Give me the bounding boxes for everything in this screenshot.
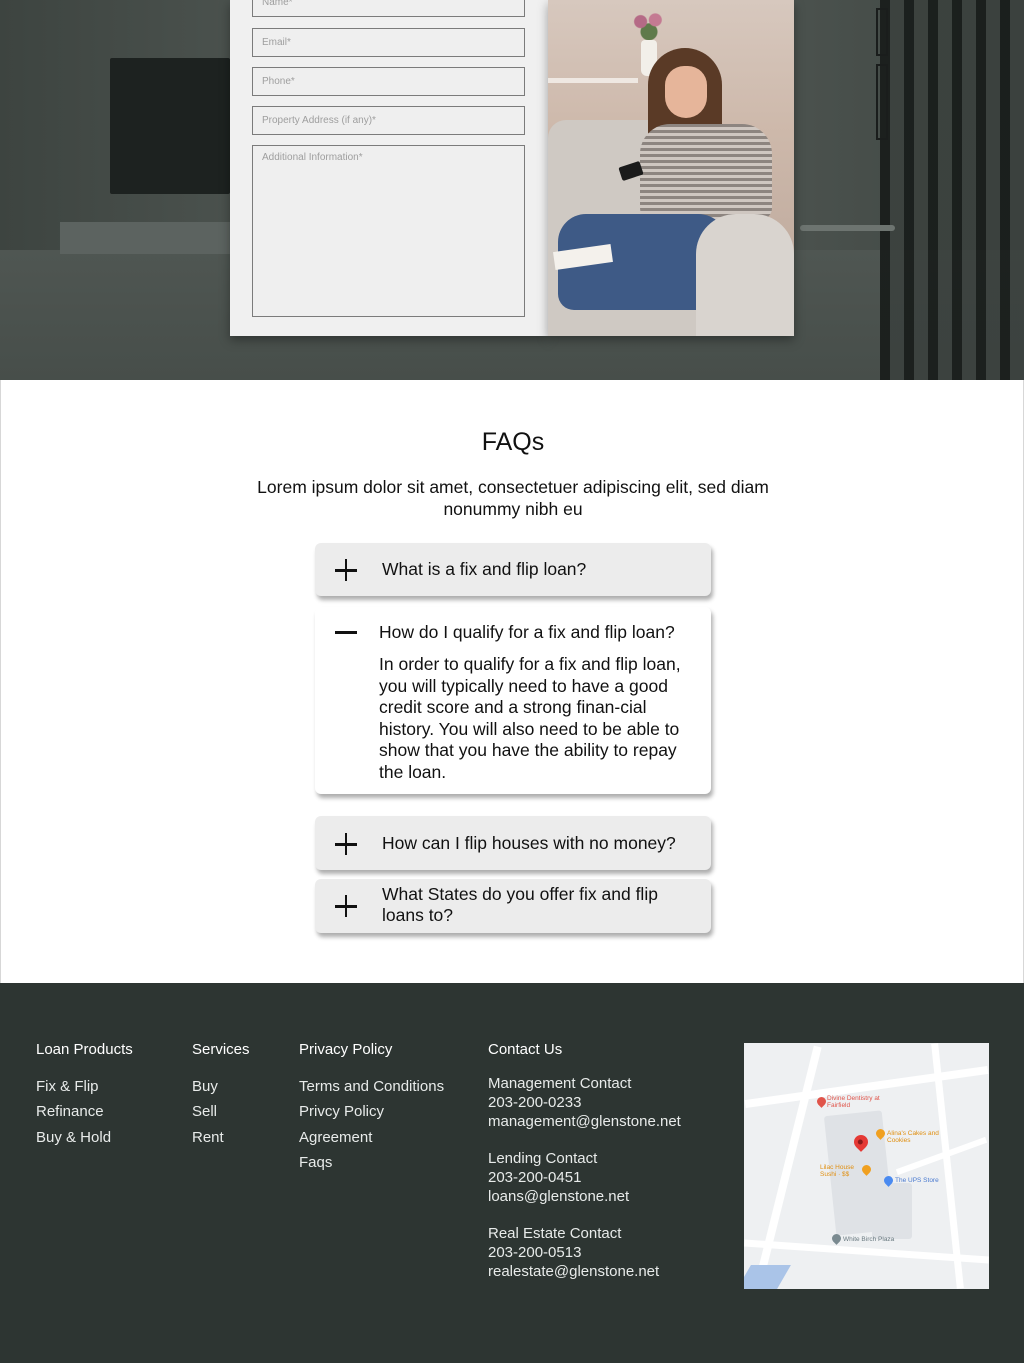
footer-heading: Services (192, 1041, 250, 1058)
faq-answer: In order to qualify for a fix and flip loan, you will typically need to have a good credit score and a strong finan-cial history. You will also need to be able to show that you have the ability to repay the loan. (379, 654, 681, 782)
contact-email[interactable]: loans@glenstone.net (488, 1188, 630, 1205)
contact-phone[interactable]: 203-200-0513 (488, 1244, 582, 1261)
footer-link-sell[interactable]: Sell (192, 1103, 218, 1121)
photo-sweater (640, 124, 772, 220)
map-water (744, 1265, 791, 1289)
additional-information-textarea[interactable] (252, 145, 525, 317)
footer-link-buy-hold[interactable]: Buy & Hold (36, 1128, 112, 1146)
faq-item[interactable] (315, 543, 711, 596)
contact-label: Real Estate Contact (488, 1225, 622, 1242)
footer-heading: Contact Us (488, 1041, 563, 1058)
plus-icon[interactable] (335, 895, 357, 917)
faq-item[interactable] (315, 816, 711, 870)
faq-question[interactable]: What States do you offer fix and flip loans to? (382, 884, 658, 925)
plus-icon[interactable] (335, 559, 357, 581)
footer-link-faqs[interactable]: Faqs (299, 1154, 333, 1172)
footer-link-fix-flip[interactable]: Fix & Flip (36, 1078, 99, 1095)
contact-phone[interactable]: 203-200-0451 (488, 1169, 582, 1186)
hero-section (0, 0, 1024, 380)
hero-frame (876, 8, 888, 56)
woman-on-sofa-photo (548, 0, 794, 336)
photo-face (665, 66, 707, 118)
hero-frame (876, 64, 888, 140)
footer-heading: Privacy Policy (299, 1041, 393, 1058)
map-place-label: Divine Dentistry at Fairfield (827, 1095, 880, 1109)
name-input[interactable] (252, 0, 525, 17)
map-building (872, 1183, 912, 1239)
faq-item[interactable] (315, 879, 711, 933)
footer-heading: Loan Products (36, 1041, 133, 1058)
footer-contact (488, 1041, 681, 1299)
lending-contact (488, 1149, 681, 1206)
faq-title: FAQs (481, 428, 545, 456)
footer-link-refinance[interactable]: Refinance (36, 1103, 104, 1121)
hero-tv (110, 58, 230, 194)
footer (0, 983, 1024, 1363)
location-map[interactable] (744, 1043, 989, 1289)
map-place-label: White Birch Plaza (843, 1236, 895, 1243)
phone-input[interactable] (252, 67, 525, 96)
photo-flowers (628, 8, 670, 42)
footer-loan-products (36, 1041, 133, 1150)
contact-form (230, 0, 548, 336)
faq-section (0, 380, 1024, 983)
email-input[interactable] (252, 28, 525, 57)
footer-link-rent[interactable]: Rent (192, 1128, 224, 1146)
footer-link-agreement[interactable]: Agreement (299, 1128, 373, 1146)
faq-question[interactable]: How do I qualify for a fix and flip loan? (379, 622, 675, 642)
contact-phone[interactable]: 203-200-0233 (488, 1094, 582, 1111)
map-place-label: Lilac House Sushi · $$ (820, 1164, 854, 1178)
faq-item-expanded[interactable] (315, 607, 711, 794)
map-place-label: Alina's Cakes and Cookies (887, 1130, 939, 1144)
footer-link-privacy-policy[interactable]: Privcy Policy (299, 1103, 385, 1121)
real-estate-contact (488, 1224, 681, 1281)
property-address-input[interactable] (252, 106, 525, 135)
photo-sofa-arm (696, 214, 794, 336)
map-place-label: The UPS Store (895, 1177, 939, 1184)
contact-email[interactable]: management@glenstone.net (488, 1113, 681, 1130)
faq-question[interactable]: What is a fix and flip loan? (382, 559, 587, 579)
contact-label: Management Contact (488, 1075, 632, 1092)
faq-question[interactable]: How can I flip houses with no money? (382, 833, 676, 853)
minus-icon[interactable] (335, 621, 357, 643)
hero-blinds (880, 0, 1024, 380)
faq-subtitle: Lorem ipsum dolor sit amet, consectetuer adipiscing elit, sed diam nonummy nibh eu (257, 477, 769, 519)
footer-link-terms[interactable]: Terms and Conditions (299, 1078, 445, 1095)
photo-shelf (548, 78, 638, 83)
hero-shelf (800, 225, 895, 231)
contact-email[interactable]: realestate@glenstone.net (488, 1263, 660, 1280)
footer-privacy (299, 1041, 444, 1176)
plus-icon[interactable] (335, 833, 357, 855)
hero-console (60, 222, 235, 254)
footer-services (192, 1041, 250, 1150)
management-contact (488, 1074, 681, 1131)
contact-label: Lending Contact (488, 1150, 598, 1167)
footer-link-buy[interactable]: Buy (192, 1078, 218, 1095)
